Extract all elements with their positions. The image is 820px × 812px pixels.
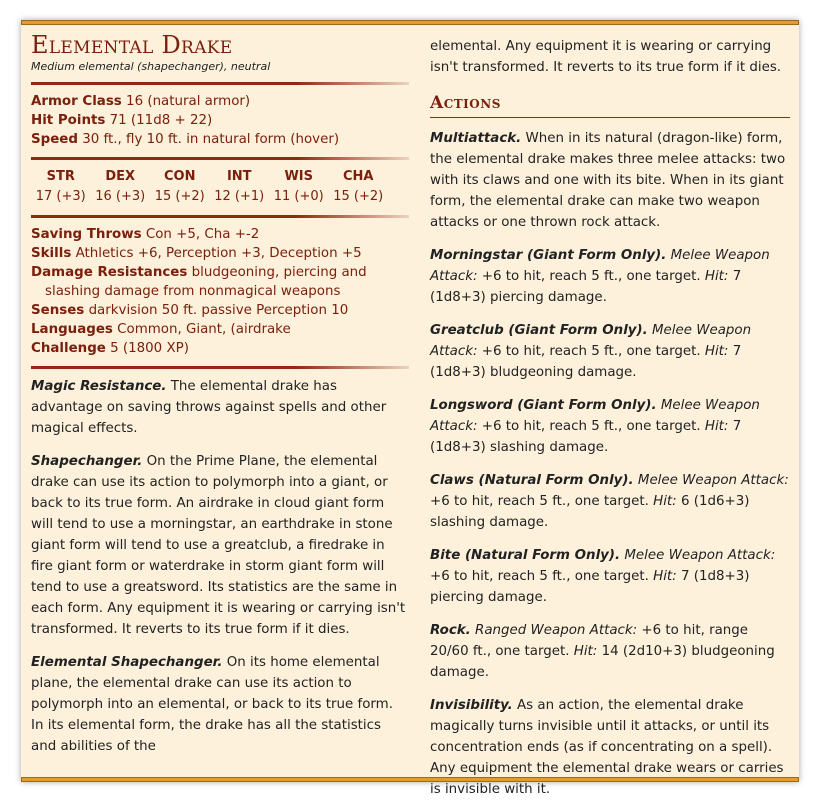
hit-label: Hit: (704, 344, 729, 359)
action-text: As an action, the elemental drake magically turns invisible until it attacks, or until its concentration ends (as if concentrating on a spell). Any equipment the elemental drake wears or carries is invisible with it. (430, 698, 784, 797)
action-name: Greatclub (Giant Form Only). (430, 323, 648, 338)
trait-text: On its home elemental plane, the elemental drake can use its action to polymorph into an elemental, or back to its true form. In its elemental form, the drake has all the statistics and abilities of the (31, 655, 393, 754)
stat-block (21, 20, 799, 797)
ability-con (150, 167, 210, 207)
saving-throws (31, 225, 409, 244)
ability-name: CHA (343, 169, 374, 184)
ability-value: 12 (+1) (214, 189, 265, 204)
action-name: Rock. (430, 623, 471, 638)
right-column (430, 36, 790, 812)
ability-name: WIS (284, 169, 314, 184)
hit-damage: 6 (1d6+3) slashing damage. (430, 494, 750, 530)
armor-class (31, 92, 409, 111)
armor-class-label: Armor Class (31, 94, 122, 109)
attack-stats: +6 to hit, reach 5 ft., one target. (481, 419, 701, 434)
senses (31, 301, 409, 320)
hit-damage: 14 (2d10+3) bludgeoning damage. (430, 644, 775, 680)
hit-label: Hit: (704, 269, 729, 284)
damage-resistances-value: bludgeoning, piercing and slashing damage from nonmagical weapons (45, 265, 367, 299)
divider (31, 215, 409, 218)
languages (31, 320, 409, 339)
divider (31, 366, 409, 369)
action-name: Bite (Natural Form Only). (430, 548, 621, 563)
ability-value: 16 (+3) (95, 189, 146, 204)
attack-stats: +6 to hit, reach 5 ft., one target. (481, 269, 701, 284)
ability-value: 11 (+0) (273, 189, 324, 204)
damage-resistances-label: Damage Resistances (31, 265, 188, 280)
hit-damage: 7 (1d8+3) bludgeoning damage. (430, 344, 742, 380)
divider (31, 82, 409, 85)
skills (31, 244, 409, 263)
ability-wis (269, 167, 329, 207)
attack-stats: +6 to hit, reach 5 ft., one target. (481, 344, 701, 359)
hit-points-label: Hit Points (31, 113, 106, 128)
speed (31, 130, 409, 149)
attack-type: Melee Weapon Attack: (637, 473, 789, 488)
monster-meta: Medium elemental (shapechanger), neutral (31, 60, 271, 73)
attack-stats: +6 to hit, range 20/60 ft., one target. (430, 623, 749, 659)
ability-value: 17 (+3) (35, 189, 86, 204)
challenge-value: 5 (1800 XP) (110, 341, 189, 356)
attack-type: Melee Weapon Attack: (430, 248, 770, 284)
ability-cha (329, 167, 389, 207)
languages-label: Languages (31, 322, 113, 337)
action-name: Invisibility. (430, 698, 513, 713)
trait-elemental-shapechanger (31, 652, 409, 757)
ability-scores (31, 167, 409, 207)
trait-magic-resistance (31, 376, 409, 439)
top-border-bar (21, 20, 799, 25)
action-name: Multiattack. (430, 131, 522, 146)
senses-label: Senses (31, 303, 85, 318)
ability-name: CON (164, 169, 196, 184)
challenge (31, 339, 409, 358)
damage-resistances (31, 263, 409, 301)
action-bite (430, 545, 790, 608)
ability-str (31, 167, 91, 207)
saving-throws-value: Con +5, Cha +-2 (145, 227, 260, 242)
spacer (430, 118, 790, 128)
hit-points (31, 111, 409, 130)
challenge-label: Challenge (31, 341, 106, 356)
hit-points-value: 71 (11d8 + 22) (109, 113, 213, 128)
hit-damage: 7 (1d8+3) slashing damage. (430, 419, 742, 455)
ability-name: INT (226, 169, 252, 184)
action-text: When in its natural (dragon-like) form, the elemental drake makes three melee attacks: two with its claws and one with its bite. When in its giant form, the elemental drake can make two weapon attacks or one thrown rock attack. (430, 131, 786, 230)
action-name: Longsword (Giant Form Only). (430, 398, 657, 413)
ability-name: DEX (105, 169, 136, 184)
action-claws (430, 470, 790, 533)
hit-label: Hit: (653, 494, 677, 509)
action-name: Claws (Natural Form Only). (430, 473, 634, 488)
divider (31, 157, 409, 160)
saving-throws-label: Saving Throws (31, 227, 142, 242)
attack-type: Melee Weapon Attack: (430, 323, 752, 359)
trait-text: On the Prime Plane, the elemental drake can use its action to polymorph into a giant, or back to its true form. An airdrake in cloud giant form will tend to use a morningstar, an earthdrake in stone giant form will tend to use a greatclub, a firedrake in fire giant form or waterdrake in storm giant form will tend to use a greatsword. Its statistics are the same in each form. Any equipment it is wearing or carrying isn't transformed. It reverts to its true form if it dies. (31, 454, 406, 637)
trait-name: Elemental Shapechanger. (31, 655, 223, 670)
hit-damage: 7 (1d8+3) piercing damage. (430, 269, 742, 305)
action-name: Morningstar (Giant Form Only). (430, 248, 667, 263)
attack-type: Ranged Weapon Attack: (475, 623, 638, 638)
hit-damage: 7 (1d8+3) piercing damage. (430, 569, 750, 605)
languages-value: Common, Giant, (airdrake (117, 322, 291, 337)
trait-name: Shapechanger. (31, 454, 143, 469)
trait-text: The elemental drake has advantage on saving throws against spells and other magical effects. (31, 379, 387, 436)
hit-label: Hit: (573, 644, 598, 659)
ability-dex (91, 167, 151, 207)
ability-name: STR (46, 169, 75, 184)
senses-value: darkvision 50 ft. passive Perception 10 (88, 303, 349, 318)
speed-value: 30 ft., fly 10 ft. in natural form (hover) (82, 132, 340, 147)
monster-name: Elemental Drake (31, 31, 233, 59)
attack-type: Melee Weapon Attack: (430, 398, 760, 434)
skills-value: Athletics +6, Perception +3, Deception +5 (75, 246, 362, 261)
bottom-border-bar (21, 777, 799, 782)
attack-stats: +6 to hit, reach 5 ft., one target. (430, 494, 649, 509)
armor-class-value: 16 (natural armor) (126, 94, 251, 109)
action-rock (430, 620, 790, 683)
action-morningstar (430, 245, 790, 308)
hit-label: Hit: (653, 569, 677, 584)
trait-continuation: elemental. Any equipment it is wearing or carrying isn't transformed. It reverts to its true form if it dies. (430, 39, 782, 75)
speed-label: Speed (31, 132, 78, 147)
attack-type: Melee Weapon Attack: (624, 548, 776, 563)
left-column (31, 31, 409, 769)
hit-label: Hit: (704, 419, 729, 434)
action-greatclub (430, 320, 790, 383)
skills-label: Skills (31, 246, 72, 261)
ability-value: 15 (+2) (154, 189, 205, 204)
action-longsword (430, 395, 790, 458)
action-invisibility (430, 695, 790, 800)
trait-shapechanger (31, 451, 409, 640)
trait-name: Magic Resistance. (31, 379, 167, 394)
actions-heading: Actions (430, 92, 790, 118)
action-multiattack (430, 128, 790, 233)
ability-value: 15 (+2) (333, 189, 384, 204)
ability-int (210, 167, 270, 207)
attack-stats: +6 to hit, reach 5 ft., one target. (430, 569, 649, 584)
